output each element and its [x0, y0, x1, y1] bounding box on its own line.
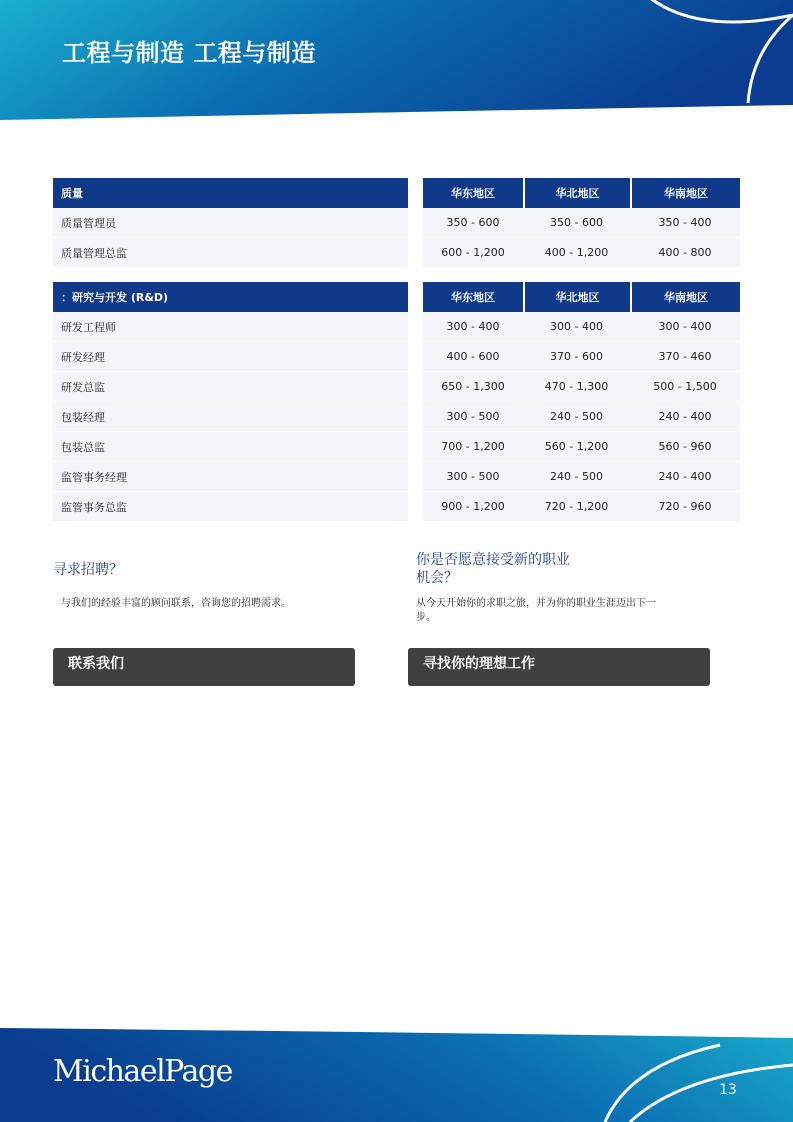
salary-cell: 350 - 600: [423, 208, 523, 238]
salary-cell: 350 - 600: [523, 208, 630, 238]
salary-cell: 560 - 1,200: [523, 432, 630, 462]
region-header-south: 华南地区: [630, 178, 740, 208]
job-seeker-heading-line2: 机会？: [416, 570, 458, 586]
table-row: [53, 492, 740, 522]
job-seeker-heading: [416, 551, 570, 587]
table-row: [53, 372, 740, 402]
role-label: 包装总监: [53, 432, 408, 462]
salary-cell: 560 - 960: [630, 432, 740, 462]
page-title: 工程与制造 工程与制造: [62, 39, 316, 67]
hiring-heading: 寻求招聘？: [53, 562, 123, 578]
salary-cell: 300 - 500: [423, 402, 523, 432]
salary-cell: 400 - 800: [630, 238, 740, 268]
region-header-south: 华南地区: [630, 282, 740, 312]
salary-cell: 370 - 600: [523, 342, 630, 372]
role-label: 研发经理: [53, 342, 408, 372]
salary-cell: 720 - 960: [630, 492, 740, 522]
contact-us-button[interactable]: 联系我们: [53, 648, 355, 686]
role-label: 质量管理总监: [53, 238, 408, 268]
salary-cell: 300 - 400: [630, 312, 740, 342]
table-row: [53, 342, 740, 372]
salary-cell: 300 - 500: [423, 462, 523, 492]
region-header-east: 华东地区: [423, 178, 523, 208]
salary-cell: 300 - 400: [523, 312, 630, 342]
rd-salary-table: [53, 282, 740, 522]
job-seeker-text-line1: 从今天开始你的求职之旅，并为你的职业生涯迈出下一: [416, 598, 656, 609]
job-seeker-description: [416, 597, 656, 625]
table-row: [53, 208, 740, 238]
quality-salary-table: [53, 178, 740, 268]
region-header-north: 华北地区: [523, 282, 630, 312]
table-row: [53, 238, 740, 268]
job-seeker-heading-line1: 你是否愿意接受新的职业: [416, 552, 570, 568]
role-label: 监管事务总监: [53, 492, 408, 522]
salary-cell: 400 - 600: [423, 342, 523, 372]
salary-cell: 370 - 460: [630, 342, 740, 372]
salary-cell: 240 - 500: [523, 402, 630, 432]
table-row: [53, 402, 740, 432]
salary-cell: 900 - 1,200: [423, 492, 523, 522]
role-label: 质量管理员: [53, 208, 408, 238]
hiring-description: 与我们的经验丰富的顾问联系，咨询您的招聘需求。: [61, 598, 291, 609]
salary-cell: 650 - 1,300: [423, 372, 523, 402]
table-category-header: ：研究与开发 (R&D): [53, 282, 408, 312]
region-header-east: 华东地区: [423, 282, 523, 312]
region-header-north: 华北地区: [523, 178, 630, 208]
salary-cell: 600 - 1,200: [423, 238, 523, 268]
salary-cell: 470 - 1,300: [523, 372, 630, 402]
find-job-button[interactable]: 寻找你的理想工作: [408, 648, 710, 686]
salary-cell: 720 - 1,200: [523, 492, 630, 522]
salary-cell: 400 - 1,200: [523, 238, 630, 268]
salary-cell: 300 - 400: [423, 312, 523, 342]
role-label: 研发总监: [53, 372, 408, 402]
salary-cell: 240 - 500: [523, 462, 630, 492]
salary-cell: 240 - 400: [630, 402, 740, 432]
table-header-row: [53, 282, 740, 312]
salary-cell: 240 - 400: [630, 462, 740, 492]
role-label: 监管事务经理: [53, 462, 408, 492]
role-label: 包装经理: [53, 402, 408, 432]
michael-page-logo: MichaelPage: [53, 1054, 232, 1089]
table-header-row: [53, 178, 740, 208]
role-label: 研发工程师: [53, 312, 408, 342]
table-row: [53, 462, 740, 492]
table-row: [53, 312, 740, 342]
salary-cell: 350 - 400: [630, 208, 740, 238]
salary-cell: 700 - 1,200: [423, 432, 523, 462]
table-category-header: 质量: [53, 178, 408, 208]
job-seeker-text-line2: 步。: [416, 612, 436, 623]
page-number: 13: [719, 1082, 737, 1098]
table-row: [53, 432, 740, 462]
salary-cell: 500 - 1,500: [630, 372, 740, 402]
